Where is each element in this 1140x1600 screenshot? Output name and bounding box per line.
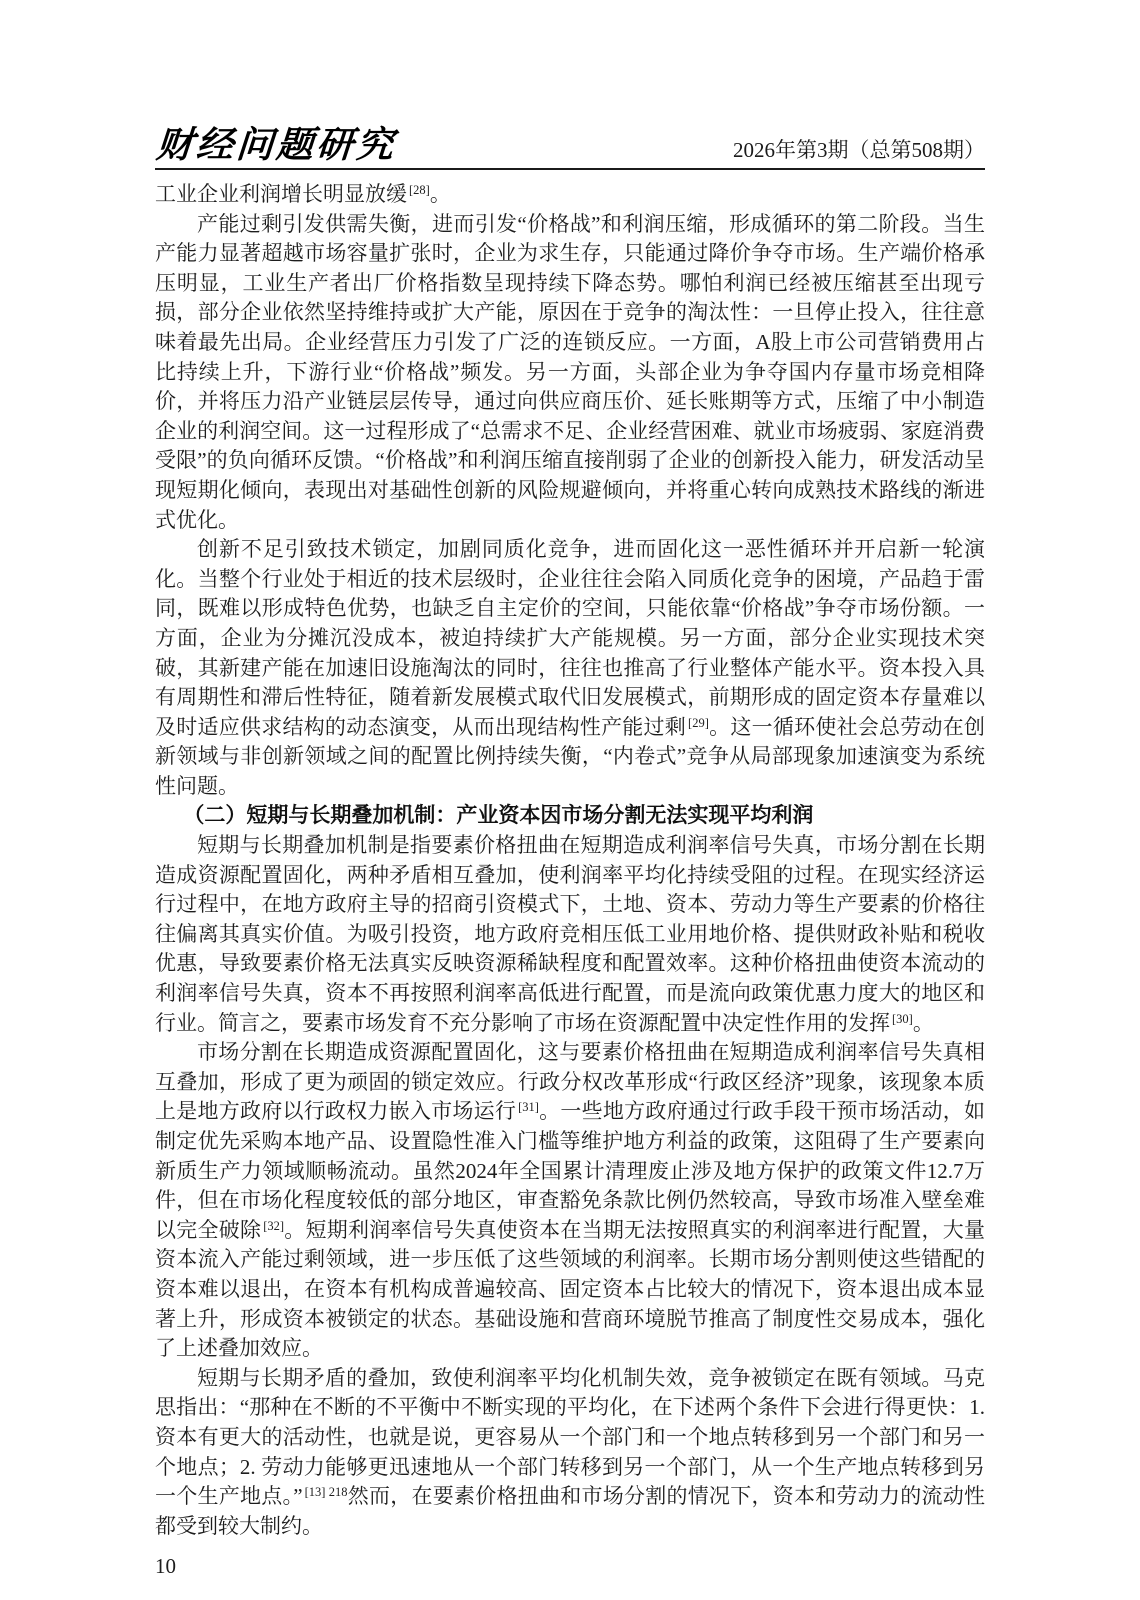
journal-logo: 财经问题研究	[154, 122, 398, 166]
citation-ref: [30]	[892, 1011, 913, 1026]
paragraph: 工业企业利润增长明显放缓 [28]。	[155, 182, 451, 206]
citation-ref: [31]	[518, 1100, 539, 1115]
paragraph: 创新不足引致技术锁定，加剧同质化竞争，进而固化这一恶性循环并开启新一轮演化。当整个行业处于相近的技术层级时，企业往往会陷入同质化竞争的困境，产品趋于雷同，既难以形成特色优势，也缺乏自主定价的空间，只能依靠“价格战”争夺市场份额。一方面，企业为分摊沉没成本，被迫持续扩大产能规模。另一方面，部分企业实现技术突破，其新建产能在加速旧设施淘汰的同时，往往也推高了行业整体产能水平。资本投入具有周期性和滞后性特征，随着新发展模式取代旧发展模式，前期形成的固定资本存量难以及时适应供求结构的动态演变，从而出现结构性产能过剩 [29]。这一循环使社会总劳动在创新领域与非创新领域之间的配置比例持续失衡，“内卷式”竞争从局部现象加速演变为系统性问题。	[155, 537, 986, 798]
paragraph: 短期与长期叠加机制是指要素价格扭曲在短期造成利润率信号失真，市场分割在长期造成资源配置固化，两种矛盾相互叠加，使利润率平均化持续受阻的过程。在现实经济运行过程中，在地方政府主导的招商引资模式下，土地、资本、劳动力等生产要素的价格往往偏离其真实价值。为吸引投资，地方政府竞相压低工业用地价格、提供财政补贴和税收优惠，导致要素价格无法真实反映资源稀缺程度和配置效率。这种价格扭曲使资本流动的利润率信号失真，资本不再按照利润率高低进行配置，而是流向政策优惠力度大的地区和行业。简言之，要素市场发育不充分影响了市场在资源配置中决定性作用的发挥 [30]。	[155, 833, 985, 1035]
paragraph: 产能过剩引发供需失衡，进而引发“价格战”和利润压缩，形成循环的第二阶段。当生产能力显著超越市场容量扩张时，企业为求生存，只能通过降价争夺市场。生产端价格承压明显，工业生产者出厂价格指数呈现持续下降态势。哪怕利润已经被压缩甚至出现亏损，部分企业依然坚持维持或扩大产能，原因在于竞争的淘汰性：一旦停止投入，往往意味着最先出局。企业经营压力引发了广泛的连锁反应。一方面，A股上市公司营销费用占比持续上升，下游行业“价格战”频发。另一方面，头部企业为争夺国内存量市场竞相降价，并将压力沿产业链层层传导，通过向供应商压价、延长账期等方式，压缩了中小制造企业的利润空间。这一过程形成了“总需求不足、企业经营困难、就业市场疲弱、家庭消费受限”的负向循环反馈。“价格战”和利润压缩直接削弱了企业的创新投入能力，研发活动呈现短期化倾向，表现出对基础性创新的风险规避倾向，并将重心转向成熟技术路线的渐进式优化。	[155, 211, 985, 532]
citation-ref: [28]	[409, 183, 430, 197]
citation-ref: [32]	[263, 1218, 285, 1233]
paragraph: 市场分割在长期造成资源配置固化，这与要素价格扭曲在短期造成利润率信号失真相互叠加，形成了更为顽固的锁定效应。行政分权改革形成“行政区经济”现象，该现象本质上是地方政府以行政权力嵌入市场运行 [31]。一些地方政府通过行政手段干预市场活动，如制定优先采购本地产品、设置隐性准入门槛等维护地方利益的政策，这阻碍了生产要素向新质生产力领域顺畅流动。虽然2024年全国累计清理废止涉及地方保护的政策文件12.7万件，但在市场化程度较低的部分地区，审查豁免条款比例仍然较高，导致市场准入壁垒难以完全破除 [32]。短期利润率信号失真使资本在当期无法按照真实的利润率进行配置，大量资本流入产能过剩领域，进一步压低了这些领域的利润率。长期市场分割则使这些错配的资本难以退出，在资本有机构成普遍较高、固定资本占比较大的情况下，资本退出成本显著上升，形成资本被锁定的状态。基础设施和营商环境脱节推高了制度性交易成本，强化了上述叠加效应。	[155, 1040, 986, 1361]
paragraph: 短期与长期矛盾的叠加，致使利润率平均化机制失效，竞争被锁定在既有领域。马克思指出：“那种在不断的不平衡中不断实现的平均化，在下述两个条件下会进行得更快：1. 资本有更大的活动性，也就是说，更容易从一个部门和一个地点转移到另一个部门和另一个地点；2. 劳动力能够更迅速地从一个部门转移到另一个部门，从一个生产地点转移到另一个生产地点。” $^{[13] 218}$然而，在要素价格扭曲和市场分割的情况下，资本和劳动力的流动性都受到较大制约。	[155, 1365, 986, 1538]
issue-info: 2026年第3期（总第508期）	[733, 137, 985, 162]
citation-ref: [29]	[688, 715, 709, 730]
citation-ref: [13] 218	[304, 1485, 348, 1500]
page-number: 10	[155, 1554, 176, 1579]
section-heading: （二）短期与长期叠加机制：产业资本因市场分割无法实现平均利润	[183, 804, 814, 828]
article-body	[155, 180, 985, 1541]
page-header	[154, 122, 985, 170]
